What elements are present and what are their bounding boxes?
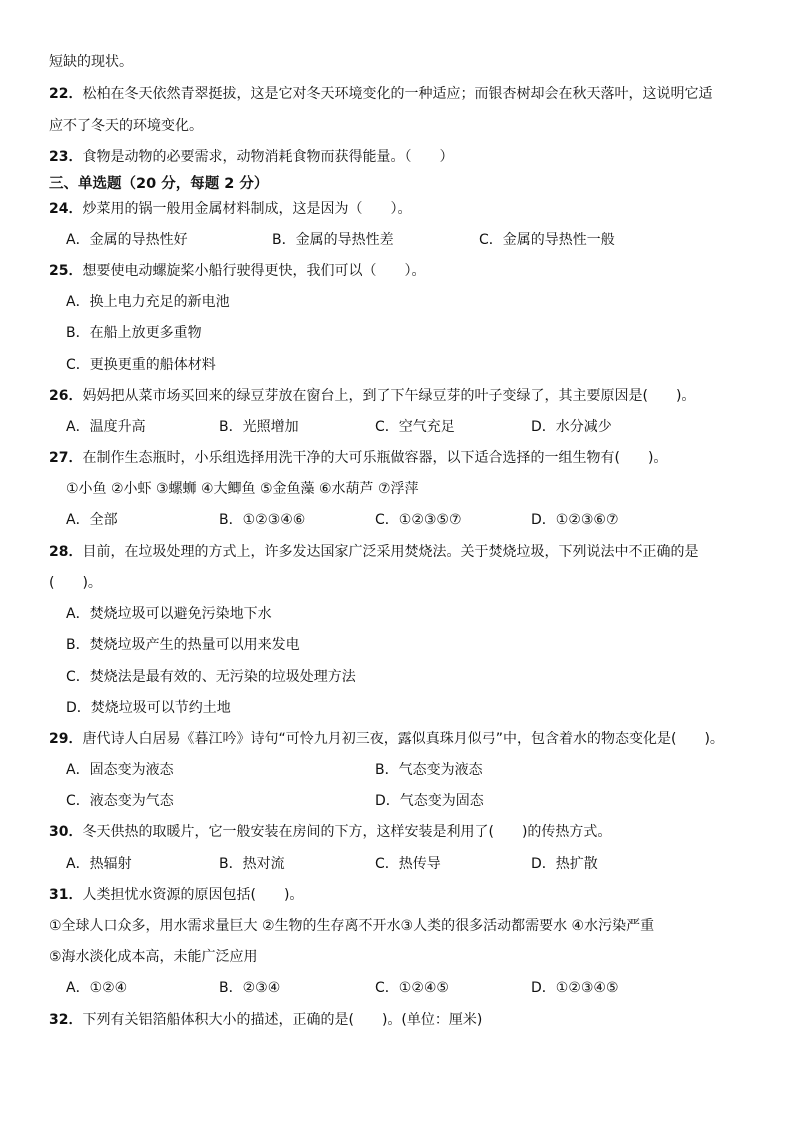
continuation-text: 短缺的现状。	[49, 54, 133, 70]
question-22-line2: 应不了冬天的环境变化。	[49, 118, 203, 134]
question-number: 24．	[49, 201, 83, 217]
question-text: 想要使电动螺旋桨小船行驶得更快，我们可以（ ）。	[82, 263, 426, 279]
question-number: 30．	[49, 824, 83, 840]
question-text: 松柏在冬天依然青翠挺拔，这是它对冬天环境变化的一种适应；而银杏树却会在秋天落叶，这说明它适	[82, 86, 713, 102]
question-22	[49, 84, 712, 104]
question-32	[49, 1010, 482, 1030]
question-30	[49, 822, 611, 842]
option-d[interactable]: D．水分减少	[531, 419, 612, 435]
question-number: 27．	[49, 450, 83, 466]
option-b[interactable]: B．焚烧垃圾产生的热量可以用来发电	[66, 637, 300, 653]
option-b[interactable]: B．气态变为液态	[375, 762, 483, 778]
option-d[interactable]: D．①②③④⑤	[531, 980, 619, 996]
question-26	[49, 386, 695, 406]
option-d[interactable]: D．焚烧垃圾可以节约土地	[66, 700, 231, 716]
option-a[interactable]: A．固态变为液态	[66, 762, 174, 778]
option-d[interactable]: D．气态变为固态	[375, 793, 484, 809]
question-28	[49, 542, 698, 562]
reason-list-line1: ①全球人口众多，用水需求量巨大 ②生物的生存离不开水③人类的很多活动都需要水 ④水污染严重	[49, 918, 655, 934]
option-a[interactable]: A．全部	[66, 512, 118, 528]
option-a[interactable]: A．金属的导热性好	[66, 232, 188, 248]
question-number: 26．	[49, 388, 83, 404]
question-text: 唐代诗人白居易《暮江吟》诗句“可怜九月初三夜，露似真珠月似弓”中，包含着水的物态变化是( )。	[82, 731, 724, 747]
section-title: 三、单选题（20 分，每题 2 分）	[49, 176, 269, 192]
option-c[interactable]: C．①②③⑤⑦	[375, 512, 462, 528]
question-25	[49, 261, 425, 281]
question-text: 炒菜用的锅一般用金属材料制成，这是因为（ ）。	[82, 201, 412, 217]
option-b[interactable]: B．在船上放更多重物	[66, 325, 202, 341]
question-number: 29．	[49, 731, 83, 747]
question-24	[49, 199, 411, 219]
question-27	[49, 448, 667, 468]
question-text: 人类担忧水资源的原因包括( )。	[82, 887, 304, 903]
question-number: 32．	[49, 1012, 83, 1028]
question-number: 22．	[49, 86, 83, 102]
option-b[interactable]: B．金属的导热性差	[272, 232, 394, 248]
option-b[interactable]: B．光照增加	[219, 419, 299, 435]
question-31	[49, 885, 303, 905]
option-c[interactable]: C．①②④⑤	[375, 980, 449, 996]
option-b[interactable]: B．②③④	[219, 980, 281, 996]
question-text: 下列有关铝箔船体积大小的描述，正确的是( )。(单位：厘米)	[82, 1012, 483, 1028]
option-c[interactable]: C．更换更重的船体材料	[66, 357, 216, 373]
question-text: 冬天供热的取暖片，它一般安装在房间的下方，这样安装是利用了( )的传热方式。	[82, 824, 612, 840]
option-d[interactable]: D．①②③⑥⑦	[531, 512, 619, 528]
question-29	[49, 729, 724, 749]
question-text: 食物是动物的必要需求，动物消耗食物而获得能量。（ ）	[82, 149, 454, 165]
option-c[interactable]: C．空气充足	[375, 419, 455, 435]
question-number: 25．	[49, 263, 83, 279]
question-number: 28．	[49, 544, 83, 560]
option-c[interactable]: C．焚烧法是最有效的、无污染的垃圾处理方法	[66, 669, 356, 685]
reason-list-line2: ⑤海水淡化成本高，未能广泛应用	[49, 949, 258, 965]
option-c[interactable]: C．金属的导热性一般	[479, 232, 615, 248]
question-28-line2: ( )。	[49, 575, 102, 591]
question-text: 妈妈把从菜市场买回来的绿豆芽放在窗台上，到了下午绿豆芽的叶子变绿了，其主要原因是( )。	[82, 388, 696, 404]
option-b[interactable]: B．热对流	[219, 856, 285, 872]
option-c[interactable]: C．液态变为气态	[66, 793, 174, 809]
option-c[interactable]: C．热传导	[375, 856, 441, 872]
question-text: 目前，在垃圾处理的方式上，许多发达国家广泛采用焚烧法。关于焚烧垃圾，下列说法中不正确的是	[82, 544, 699, 560]
option-a[interactable]: A．热辐射	[66, 856, 132, 872]
option-a[interactable]: A．温度升高	[66, 419, 146, 435]
option-a[interactable]: A．①②④	[66, 980, 128, 996]
option-d[interactable]: D．热扩散	[531, 856, 598, 872]
question-text: 在制作生态瓶时，小乐组选择用洗干净的大可乐瓶做容器，以下适合选择的一组生物有( )。	[82, 450, 668, 466]
question-23	[49, 147, 453, 167]
option-b[interactable]: B．①②③④⑥	[219, 512, 306, 528]
organism-list: ①小鱼 ②小虾 ③螺蛳 ④大鲫鱼 ⑤金鱼藻 ⑥水葫芦 ⑦浮萍	[66, 481, 419, 497]
option-a[interactable]: A．焚烧垃圾可以避免污染地下水	[66, 606, 272, 622]
question-number: 31．	[49, 887, 83, 903]
option-a[interactable]: A．换上电力充足的新电池	[66, 294, 230, 310]
question-number: 23．	[49, 149, 83, 165]
